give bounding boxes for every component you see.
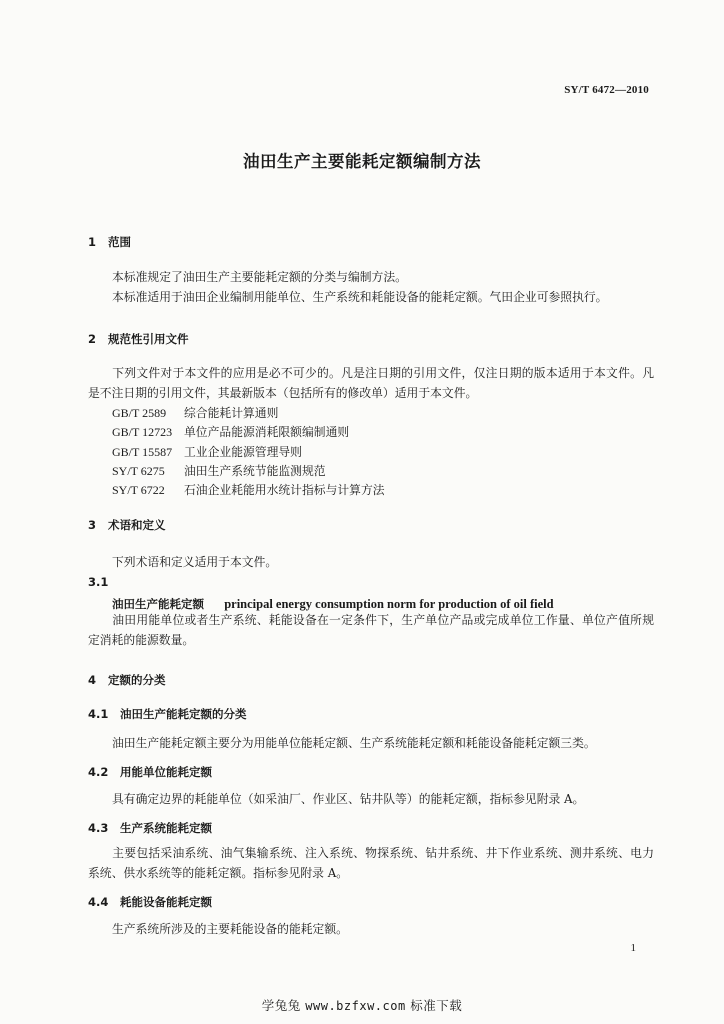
term-definition-text: 油田用能单位或者生产系统、耗能设备在一定条件下，生产单位产品或完成单位工作量、单位产值所规定消耗的能源数量。 — [88, 613, 654, 647]
section-1-heading — [88, 234, 131, 250]
footer-site-name: 学兔兔 — [261, 998, 301, 1013]
footer-tagline: 标准下载 — [410, 998, 463, 1013]
reference-code: SY/T 6275 — [112, 464, 165, 478]
subsection-4-2-text: 具有确定边界的耗能单位（如采油厂、作业区、钻井队等）的能耗定额，指标参见附录 A。 — [112, 792, 585, 806]
reference-item — [112, 423, 349, 442]
reference-code: GB/T 2589 — [112, 406, 167, 420]
reference-code: GB/T 12723 — [112, 425, 173, 439]
document-title: 油田生产主要能耗定额编制方法 — [243, 152, 481, 171]
subsection-4-4-text: 生产系统所涉及的主要耗能设备的能耗定额。 — [112, 922, 348, 936]
subsection-4-1-text: 油田生产能耗定额主要分为用能单位能耗定额、生产系统能耗定额和耗能设备能耗定额三类。 — [112, 736, 596, 750]
subsection-number: 4.1 — [88, 707, 109, 721]
footer — [0, 996, 724, 1014]
subsection-title: 生产系统能耗定额 — [120, 821, 212, 835]
term-english: principal energy consumption norm for production of oil field — [224, 597, 554, 611]
section-title: 术语和定义 — [108, 518, 166, 532]
reference-item — [112, 481, 385, 500]
subsection-4-3-text — [88, 844, 654, 883]
subsection-number: 4.3 — [88, 821, 109, 835]
section-number: 3 — [88, 518, 97, 532]
subsection-4-1-heading — [88, 706, 247, 722]
reference-code: GB/T 15587 — [112, 445, 173, 459]
section-2-para — [88, 364, 654, 403]
section-number: 4 — [88, 673, 97, 687]
subsection-number: 4.4 — [88, 895, 109, 909]
section-title: 范围 — [108, 235, 131, 249]
term-number: 3.1 — [88, 575, 109, 589]
reference-item — [112, 404, 278, 423]
section-1-para-1: 本标准规定了油田生产主要能耗定额的分类与编制方法。 — [112, 270, 407, 284]
reference-code: SY/T 6722 — [112, 483, 165, 497]
subsection-4-3-heading — [88, 820, 212, 836]
subsection-title: 油田生产能耗定额的分类 — [120, 707, 247, 721]
section-title: 定额的分类 — [108, 673, 166, 687]
section-number: 2 — [88, 332, 97, 346]
reference-item — [112, 443, 302, 462]
section-title: 规范性引用文件 — [108, 332, 189, 346]
subsection-number: 4.2 — [88, 765, 109, 779]
section-4-heading — [88, 672, 166, 688]
reference-title: 综合能耗计算通则 — [184, 406, 279, 420]
section-3-heading — [88, 517, 166, 533]
subsection-4-3-text-body: 主要包括采油系统、油气集输系统、注入系统、物探系统、钻井系统、井下作业系统、测井系统、电力系统、供水系统等的能耗定额。指标参见附录 A。 — [88, 846, 654, 880]
footer-url[interactable]: www.bzfxw.com — [305, 999, 406, 1013]
subsection-title: 用能单位能耗定额 — [120, 765, 212, 779]
section-number: 1 — [88, 235, 97, 249]
reference-title: 石油企业耗能用水统计指标与计算方法 — [184, 483, 385, 497]
section-2-heading — [88, 331, 189, 347]
term-chinese: 油田生产能耗定额 — [112, 597, 204, 611]
subsection-title: 耗能设备能耗定额 — [120, 895, 212, 909]
section-1-para-2: 本标准适用于油田企业编制用能单位、生产系统和耗能设备的能耗定额。气田企业可参照执行。 — [112, 290, 608, 304]
reference-item — [112, 462, 326, 481]
term-definition — [88, 611, 654, 650]
reference-title: 工业企业能源管理导则 — [184, 445, 302, 459]
reference-title: 油田生产系统节能监测规范 — [184, 464, 326, 478]
section-3-intro: 下列术语和定义适用于本文件。 — [112, 555, 278, 569]
standard-number: SY/T 6472—2010 — [564, 84, 649, 96]
reference-title: 单位产品能源消耗限额编制通则 — [184, 425, 350, 439]
section-2-para-text: 下列文件对于本文件的应用是必不可少的。凡是注日期的引用文件，仅注日期的版本适用于本文件。凡是不注日期的引用文件，其最新版本（包括所有的修改单）适用于本文件。 — [88, 366, 654, 400]
page-number: 1 — [630, 942, 636, 954]
subsection-4-4-heading — [88, 894, 212, 910]
subsection-4-2-heading — [88, 764, 212, 780]
term-entry — [112, 593, 554, 612]
